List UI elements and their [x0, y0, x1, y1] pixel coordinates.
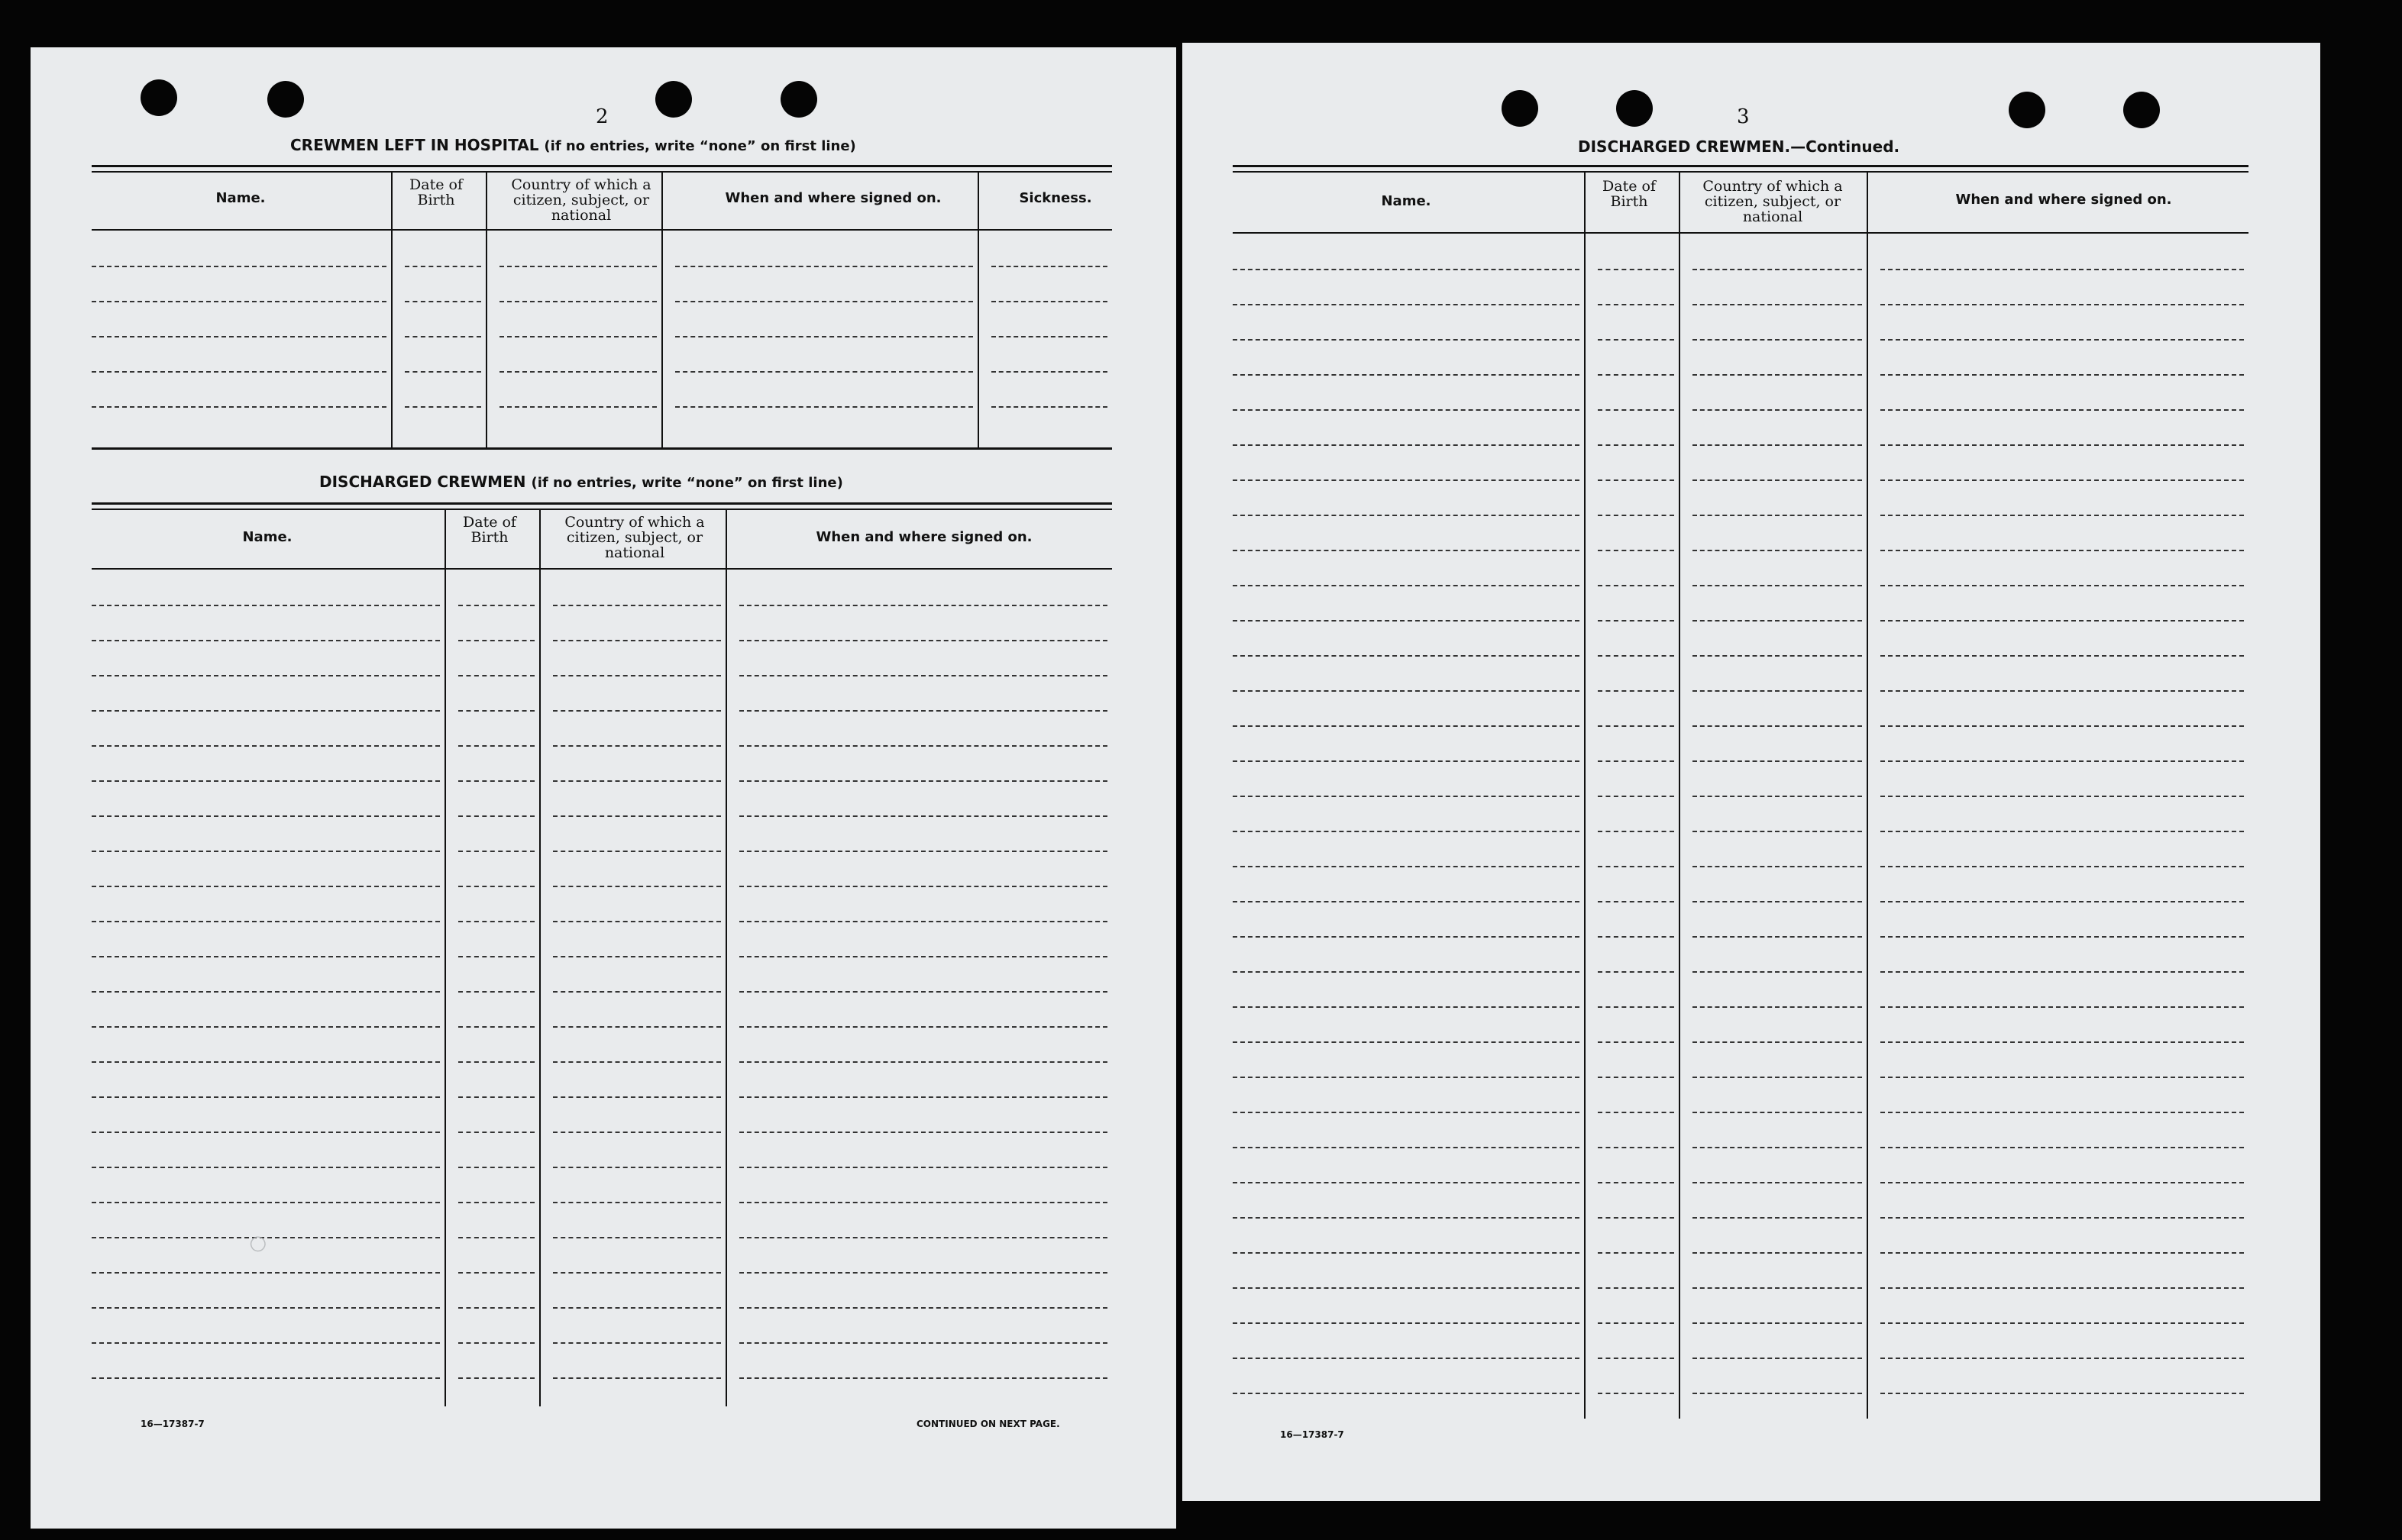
right-title-continued: —Continued.: [1790, 137, 1900, 156]
entry-line[interactable]: [1233, 515, 1579, 516]
entry-line[interactable]: [553, 921, 721, 922]
entry-line[interactable]: [1598, 1358, 1674, 1359]
entry-line[interactable]: [1598, 479, 1674, 481]
discharged-section-title: [319, 473, 843, 491]
entry-line[interactable]: [1692, 304, 1862, 305]
entry-line[interactable]: [1880, 1393, 2244, 1394]
entry-line[interactable]: [458, 605, 535, 606]
right-section-title: [1578, 137, 1899, 156]
entry-line[interactable]: [1880, 796, 2244, 797]
entry-line[interactable]: [739, 991, 1107, 993]
right-page: [1182, 43, 2320, 1501]
entry-line[interactable]: [1692, 760, 1862, 762]
discharged-title-text: DISCHARGED CREWMEN: [319, 473, 526, 491]
entry-line[interactable]: [1692, 831, 1862, 832]
entry-line[interactable]: [553, 1026, 721, 1028]
entry-line[interactable]: [553, 1096, 721, 1098]
entry-line[interactable]: [458, 1026, 535, 1028]
entry-line[interactable]: [1598, 515, 1674, 516]
entry-line[interactable]: [675, 371, 973, 373]
entry-line[interactable]: [739, 1167, 1107, 1168]
entry-line[interactable]: [1880, 269, 2244, 270]
entry-line[interactable]: [553, 1307, 721, 1309]
punch-hole: [267, 81, 304, 118]
entry-line[interactable]: [92, 371, 386, 373]
entry-line[interactable]: [739, 605, 1107, 606]
entry-line[interactable]: [499, 301, 657, 302]
entry-line[interactable]: [1880, 374, 2244, 376]
entry-line[interactable]: [458, 1096, 535, 1098]
entry-line[interactable]: [92, 605, 440, 606]
entry-line[interactable]: [1692, 550, 1862, 551]
entry-line[interactable]: [1233, 1147, 1579, 1148]
entry-line[interactable]: [92, 266, 386, 267]
entry-line[interactable]: [1692, 796, 1862, 797]
entry-line[interactable]: [1233, 1252, 1579, 1254]
hospital-section-title: [290, 136, 856, 154]
entry-line[interactable]: [1233, 936, 1579, 938]
entry-line[interactable]: [92, 1132, 440, 1133]
entry-line[interactable]: [1692, 1182, 1862, 1183]
entry-line[interactable]: [1233, 1393, 1579, 1394]
entry-line[interactable]: [458, 815, 535, 817]
entry-line[interactable]: [1598, 1217, 1674, 1219]
entry-line[interactable]: [553, 1132, 721, 1133]
entry-line[interactable]: [1598, 901, 1674, 902]
entry-line[interactable]: [1692, 585, 1862, 586]
entry-line[interactable]: [675, 406, 973, 408]
column-rule: [539, 508, 541, 1406]
entry-line[interactable]: [991, 406, 1107, 408]
form-number: 16—17387-7: [1280, 1429, 1344, 1440]
entry-line[interactable]: [92, 1096, 440, 1098]
entry-line[interactable]: [1233, 690, 1579, 692]
entry-line[interactable]: [739, 745, 1107, 747]
entry-line[interactable]: [1880, 1252, 2244, 1254]
entry-line[interactable]: [553, 605, 721, 606]
entry-line[interactable]: [1233, 444, 1579, 446]
entry-line[interactable]: [1880, 620, 2244, 621]
column-rule: [726, 508, 727, 1406]
entry-line[interactable]: [1692, 1287, 1862, 1289]
entry-line[interactable]: [1233, 1112, 1579, 1113]
entry-line[interactable]: [1598, 409, 1674, 411]
entry-line[interactable]: [1233, 1182, 1579, 1183]
entry-line[interactable]: [739, 1377, 1107, 1379]
entry-line[interactable]: [1598, 760, 1674, 762]
entry-line[interactable]: [1598, 269, 1674, 270]
entry-line[interactable]: [92, 336, 386, 337]
entry-line[interactable]: [1598, 1287, 1674, 1289]
entry-line[interactable]: [739, 710, 1107, 712]
entry-line[interactable]: [1880, 1287, 2244, 1289]
entry-line[interactable]: [991, 336, 1107, 337]
entry-line[interactable]: [1880, 655, 2244, 657]
entry-line[interactable]: [1880, 1006, 2244, 1008]
entry-line[interactable]: [739, 1132, 1107, 1133]
entry-line[interactable]: [739, 1342, 1107, 1344]
entry-line[interactable]: [1880, 901, 2244, 902]
punch-hole: [2009, 92, 2045, 128]
entry-line[interactable]: [1692, 901, 1862, 902]
entry-line[interactable]: [1692, 620, 1862, 621]
entry-line[interactable]: [1880, 515, 2244, 516]
entry-line[interactable]: [405, 301, 481, 302]
entry-line[interactable]: [92, 886, 440, 887]
entry-line[interactable]: [1880, 339, 2244, 341]
entry-line[interactable]: [92, 1061, 440, 1063]
entry-line[interactable]: [739, 1202, 1107, 1203]
entry-line[interactable]: [458, 640, 535, 641]
discharged-col-country: Country of which a citizen, subject, or national: [564, 514, 705, 561]
right-col-dob: Date of Birth: [1602, 178, 1656, 210]
entry-line[interactable]: [1233, 269, 1579, 270]
entry-line[interactable]: [1598, 620, 1674, 621]
entry-line[interactable]: [1880, 409, 2244, 411]
entry-line[interactable]: [1598, 936, 1674, 938]
entry-line[interactable]: [1233, 971, 1579, 973]
entry-line[interactable]: [1233, 901, 1579, 902]
entry-line[interactable]: [1598, 971, 1674, 973]
entry-line[interactable]: [1233, 760, 1579, 762]
entry-line[interactable]: [1233, 620, 1579, 621]
column-rule: [1867, 171, 1868, 1419]
entry-line[interactable]: [1880, 1182, 2244, 1183]
entry-line[interactable]: [739, 1061, 1107, 1063]
entry-line[interactable]: [1233, 655, 1579, 657]
entry-line[interactable]: [739, 1307, 1107, 1309]
hospital-col-sickness: Sickness.: [1019, 190, 1092, 206]
right-col-name: Name.: [1381, 193, 1431, 209]
column-rule: [661, 171, 663, 447]
entry-line[interactable]: [991, 371, 1107, 373]
entry-line[interactable]: [1233, 1077, 1579, 1078]
entry-line[interactable]: [1233, 1287, 1579, 1289]
entry-line[interactable]: [1880, 1077, 2244, 1078]
entry-line[interactable]: [1598, 339, 1674, 341]
entry-line[interactable]: [553, 851, 721, 852]
entry-line[interactable]: [553, 780, 721, 782]
entry-line[interactable]: [1880, 725, 2244, 727]
entry-line[interactable]: [458, 675, 535, 676]
entry-line[interactable]: [458, 956, 535, 957]
entry-line[interactable]: [1598, 655, 1674, 657]
entry-line[interactable]: [675, 301, 973, 302]
entry-line[interactable]: [1233, 304, 1579, 305]
entry-line[interactable]: [1692, 444, 1862, 446]
entry-line[interactable]: [92, 1026, 440, 1028]
continued-note: CONTINUED ON NEXT PAGE.: [917, 1419, 1060, 1429]
entry-line[interactable]: [1598, 796, 1674, 797]
entry-line[interactable]: [1233, 479, 1579, 481]
entry-line[interactable]: [1233, 374, 1579, 376]
entry-line[interactable]: [553, 745, 721, 747]
entry-line[interactable]: [1598, 1393, 1674, 1394]
entry-line[interactable]: [553, 1167, 721, 1168]
entry-line[interactable]: [458, 1061, 535, 1063]
entry-line[interactable]: [499, 406, 657, 408]
entry-line[interactable]: [1598, 1041, 1674, 1043]
entry-line[interactable]: [1598, 866, 1674, 867]
discharged-col-signed: When and where signed on.: [816, 529, 1033, 545]
entry-line[interactable]: [1692, 1322, 1862, 1324]
entry-line[interactable]: [1598, 1147, 1674, 1148]
entry-line[interactable]: [92, 640, 440, 641]
punch-hole: [655, 81, 692, 118]
entry-line[interactable]: [1692, 1077, 1862, 1078]
entry-line[interactable]: [499, 371, 657, 373]
entry-line[interactable]: [1598, 444, 1674, 446]
entry-line[interactable]: [1233, 1358, 1579, 1359]
entry-line[interactable]: [553, 815, 721, 817]
entry-line[interactable]: [1880, 1358, 2244, 1359]
entry-line[interactable]: [739, 886, 1107, 887]
entry-line[interactable]: [458, 1167, 535, 1168]
right-col-signed: When and where signed on.: [1955, 192, 2172, 208]
entry-line[interactable]: [739, 815, 1107, 817]
entry-line[interactable]: [553, 1237, 721, 1238]
entry-line[interactable]: [1880, 479, 2244, 481]
entry-line[interactable]: [1692, 690, 1862, 692]
entry-line[interactable]: [1692, 1217, 1862, 1219]
entry-line[interactable]: [1880, 690, 2244, 692]
entry-line[interactable]: [1692, 479, 1862, 481]
entry-line[interactable]: [499, 266, 657, 267]
entry-line[interactable]: [405, 266, 481, 267]
entry-line[interactable]: [92, 301, 386, 302]
faded-stamp: ○: [244, 1228, 270, 1258]
entry-line[interactable]: [458, 991, 535, 993]
entry-line[interactable]: [1233, 831, 1579, 832]
entry-line[interactable]: [1880, 1041, 2244, 1043]
entry-line[interactable]: [1692, 655, 1862, 657]
hospital-title-note: (if no entries, write “none” on first line): [544, 138, 856, 154]
entry-line[interactable]: [92, 851, 440, 852]
entry-line[interactable]: [458, 780, 535, 782]
entry-line[interactable]: [991, 301, 1107, 302]
hospital-col-name: Name.: [215, 190, 266, 206]
entry-line[interactable]: [499, 336, 657, 337]
entry-line[interactable]: [553, 886, 721, 887]
hospital-col-signed: When and where signed on.: [725, 190, 942, 206]
entry-line[interactable]: [1598, 304, 1674, 305]
entry-line[interactable]: [92, 710, 440, 712]
entry-line[interactable]: [1598, 1112, 1674, 1113]
entry-line[interactable]: [1233, 725, 1579, 727]
entry-line[interactable]: [675, 336, 973, 337]
entry-line[interactable]: [1880, 831, 2244, 832]
page-number: 3: [1737, 105, 1750, 128]
entry-line[interactable]: [1692, 1252, 1862, 1254]
entry-line[interactable]: [1598, 690, 1674, 692]
entry-line[interactable]: [553, 1342, 721, 1344]
punch-hole: [2123, 92, 2160, 128]
punch-hole: [1616, 90, 1653, 127]
entry-line[interactable]: [739, 956, 1107, 957]
entry-line[interactable]: [1233, 1041, 1579, 1043]
entry-line[interactable]: [1233, 550, 1579, 551]
entry-line[interactable]: [458, 745, 535, 747]
entry-line[interactable]: [1233, 1217, 1579, 1219]
entry-line[interactable]: [1692, 1358, 1862, 1359]
entry-line[interactable]: [739, 1272, 1107, 1274]
entry-line[interactable]: [92, 675, 440, 676]
entry-line[interactable]: [1692, 725, 1862, 727]
entry-line[interactable]: [553, 710, 721, 712]
page-number: 2: [596, 105, 609, 128]
column-rule: [978, 171, 979, 447]
entry-line[interactable]: [739, 640, 1107, 641]
entry-line[interactable]: [553, 956, 721, 957]
entry-line[interactable]: [458, 710, 535, 712]
entry-line[interactable]: [553, 1061, 721, 1063]
entry-line[interactable]: [1598, 1006, 1674, 1008]
entry-line[interactable]: [553, 1377, 721, 1379]
entry-line[interactable]: [739, 1096, 1107, 1098]
entry-line[interactable]: [1598, 1182, 1674, 1183]
entry-line[interactable]: [458, 886, 535, 887]
entry-line[interactable]: [405, 371, 481, 373]
discharged-col-name: Name.: [242, 529, 293, 545]
entry-line[interactable]: [553, 640, 721, 641]
punch-hole: [1502, 90, 1538, 127]
entry-line[interactable]: [405, 406, 481, 408]
right-title-text: DISCHARGED CREWMEN.: [1578, 137, 1791, 156]
entry-line[interactable]: [1692, 971, 1862, 973]
entry-line[interactable]: [1692, 936, 1862, 938]
entry-line[interactable]: [1880, 1322, 2244, 1324]
entry-line[interactable]: [92, 921, 440, 922]
entry-line[interactable]: [739, 780, 1107, 782]
entry-line[interactable]: [1880, 304, 2244, 305]
entry-line[interactable]: [1233, 339, 1579, 341]
discharged-col-dob: Date of Birth: [463, 514, 516, 546]
entry-line[interactable]: [1598, 1077, 1674, 1078]
entry-line[interactable]: [1692, 515, 1862, 516]
entry-line[interactable]: [92, 991, 440, 993]
entry-line[interactable]: [1692, 1393, 1862, 1394]
entry-line[interactable]: [1692, 1006, 1862, 1008]
entry-line[interactable]: [1880, 550, 2244, 551]
entry-line[interactable]: [1598, 550, 1674, 551]
entry-line[interactable]: [1233, 409, 1579, 411]
entry-line[interactable]: [553, 991, 721, 993]
entry-line[interactable]: [1880, 585, 2244, 586]
entry-line[interactable]: [739, 1026, 1107, 1028]
entry-line[interactable]: [1880, 866, 2244, 867]
entry-line[interactable]: [1692, 1147, 1862, 1148]
entry-line[interactable]: [739, 675, 1107, 676]
right-col-country: Country of which a citizen, subject, or national: [1702, 178, 1843, 225]
entry-line[interactable]: [553, 675, 721, 676]
entry-line[interactable]: [1880, 1217, 2244, 1219]
entry-line[interactable]: [1880, 1147, 2244, 1148]
entry-line[interactable]: [553, 1202, 721, 1203]
column-rule: [1679, 171, 1680, 1419]
entry-line[interactable]: [458, 1132, 535, 1133]
entry-line[interactable]: [739, 921, 1107, 922]
entry-line[interactable]: [553, 1272, 721, 1274]
entry-line[interactable]: [92, 956, 440, 957]
entry-line[interactable]: [1598, 1252, 1674, 1254]
entry-line[interactable]: [92, 780, 440, 782]
form-number: 16—17387-7: [141, 1419, 205, 1429]
entry-line[interactable]: [458, 921, 535, 922]
punch-hole: [781, 81, 817, 118]
entry-line[interactable]: [1692, 866, 1862, 867]
entry-line[interactable]: [675, 266, 973, 267]
hospital-title-text: CREWMEN LEFT IN HOSPITAL: [290, 136, 539, 154]
entry-line[interactable]: [1880, 760, 2244, 762]
entry-line[interactable]: [1880, 1112, 2244, 1113]
entry-line[interactable]: [1233, 1322, 1579, 1324]
entry-line[interactable]: [92, 1167, 440, 1168]
entry-line[interactable]: [991, 266, 1107, 267]
entry-line[interactable]: [405, 336, 481, 337]
entry-line[interactable]: [1692, 339, 1862, 341]
entry-line[interactable]: [1598, 374, 1674, 376]
entry-line[interactable]: [1598, 831, 1674, 832]
entry-line[interactable]: [1692, 374, 1862, 376]
hospital-col-dob: Date of Birth: [409, 176, 463, 208]
entry-line[interactable]: [1880, 971, 2244, 973]
entry-line[interactable]: [92, 406, 386, 408]
entry-line[interactable]: [1598, 725, 1674, 727]
column-rule: [1584, 171, 1586, 1419]
entry-line[interactable]: [1692, 409, 1862, 411]
entry-line[interactable]: [739, 1237, 1107, 1238]
left-page: [31, 47, 1176, 1529]
entry-line[interactable]: [1880, 936, 2244, 938]
entry-line[interactable]: [1233, 866, 1579, 867]
entry-line[interactable]: [1233, 796, 1579, 797]
entry-line[interactable]: [1233, 1006, 1579, 1008]
entry-line[interactable]: [1692, 1041, 1862, 1043]
entry-line[interactable]: [458, 851, 535, 852]
entry-line[interactable]: [92, 745, 440, 747]
entry-line[interactable]: [1598, 1322, 1674, 1324]
column-rule: [486, 171, 487, 447]
column-rule: [391, 171, 393, 447]
entry-line[interactable]: [92, 815, 440, 817]
entry-line[interactable]: [1233, 585, 1579, 586]
discharged-title-note: (if no entries, write “none” on first line): [531, 475, 843, 491]
punch-hole: [141, 79, 177, 116]
entry-line[interactable]: [1880, 444, 2244, 446]
entry-line[interactable]: [1598, 585, 1674, 586]
entry-line[interactable]: [739, 851, 1107, 852]
entry-line[interactable]: [1692, 269, 1862, 270]
hospital-col-country: Country of which a citizen, subject, or national: [511, 176, 651, 224]
entry-line[interactable]: [1692, 1112, 1862, 1113]
